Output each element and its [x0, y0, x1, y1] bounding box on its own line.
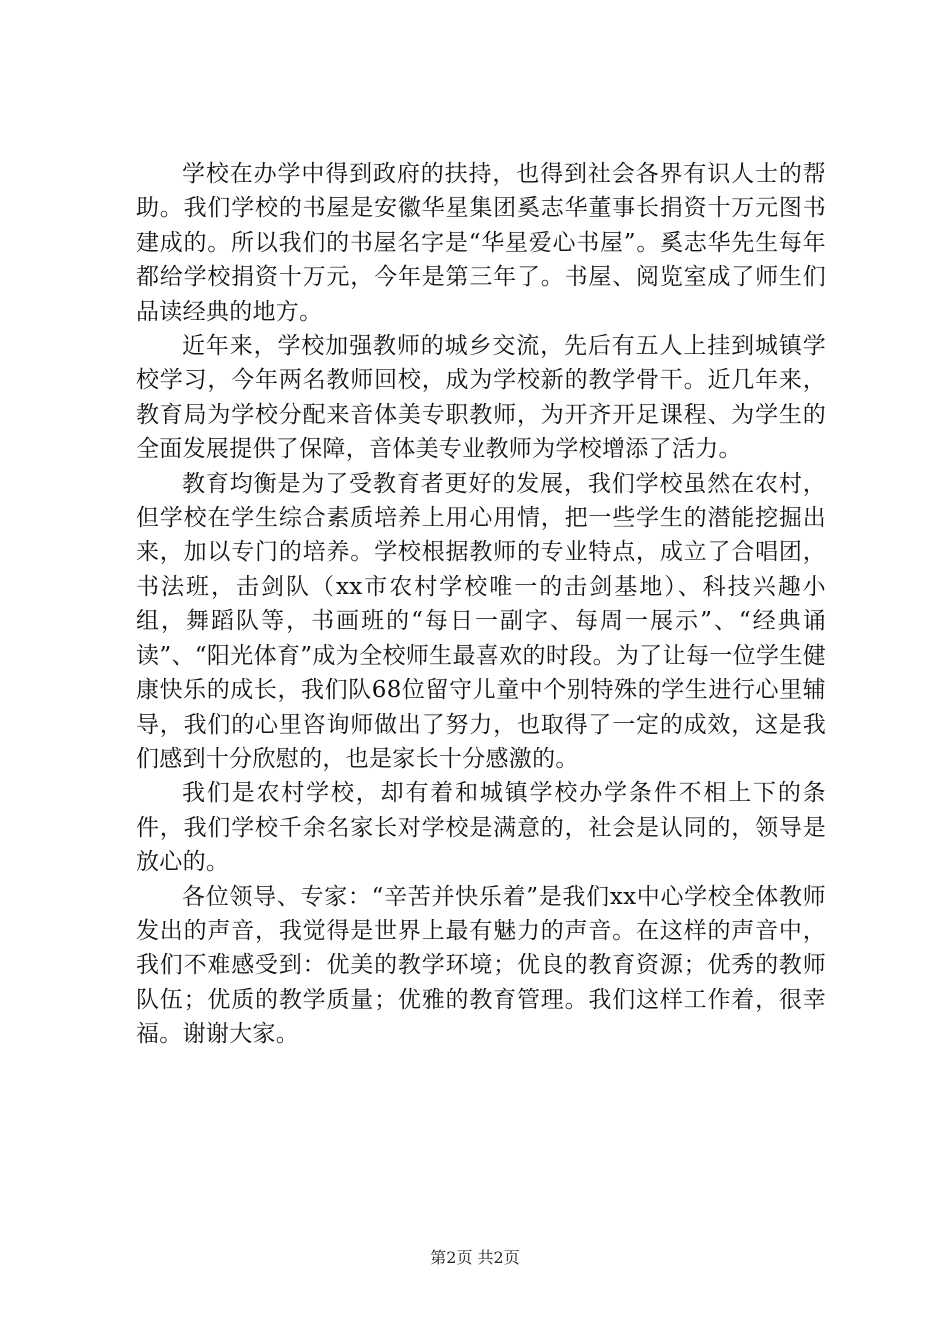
page-footer: 第2页 共2页: [430, 1248, 520, 1267]
paragraph-4: 我们是农村学校，却有着和城镇学校办学条件不相上下的条件，我们学校千余名家长对学校是满意的，社会是认同的，领导是放心的。: [136, 780, 826, 876]
paragraph-5: 各位领导、专家：“辛苦并快乐着”是我们xx中心学校全体教师发出的声音，我觉得是世界上最有魅力的声音。在这样的声音中，我们不难感受到：优美的教学环境；优良的教育资源；优秀的教师队伍；优质的教学质量；优雅的教育管理。我们这样工作着，很幸福。谢谢大家。: [136, 883, 826, 1048]
paragraph-3: 教育均衡是为了受教育者更好的发展，我们学校虽然在农村，但学校在学生综合素质培养上用心用情，把一些学生的潜能挖掘出来，加以专门的培养。学校根据教师的专业特点，成立了合唱团，书法班，击剑队（xx市农村学校唯一的击剑基地）、科技兴趣小组，舞蹈队等，书画班的“每日一副字、每周一展示”、“经典诵读”、“阳光体育”成为全校师生最喜欢的时段。为了让每一位学生健康快乐的成长，我们队68位留守儿童中个别特殊的学生进行心里辅导，我们的心里咨询师做出了努力，也取得了一定的成效，这是我们感到十分欣慰的，也是家长十分感激的。: [136, 470, 826, 772]
paragraph-1: 学校在办学中得到政府的扶持，也得到社会各界有识人士的帮助。我们学校的书屋是安徽华星集团奚志华董事长捐资十万元图书建成的。所以我们的书屋名字是“华星爱心书屋”。奚志华先生每年都给学校捐资十万元，今年是第三年了。书屋、阅览室成了师生们品读经典的地方。: [136, 161, 826, 325]
document-body: [136, 157, 826, 1052]
paragraph-2: 近年来，学校加强教师的城乡交流，先后有五人上挂到城镇学校学习，今年两名教师回校，成为学校新的教学骨干。近几年来，教育局为学校分配来音体美专职教师，为开齐开足课程、为学生的全面发展提供了保障，音体美专业教师为学校增添了活力。: [136, 333, 826, 463]
